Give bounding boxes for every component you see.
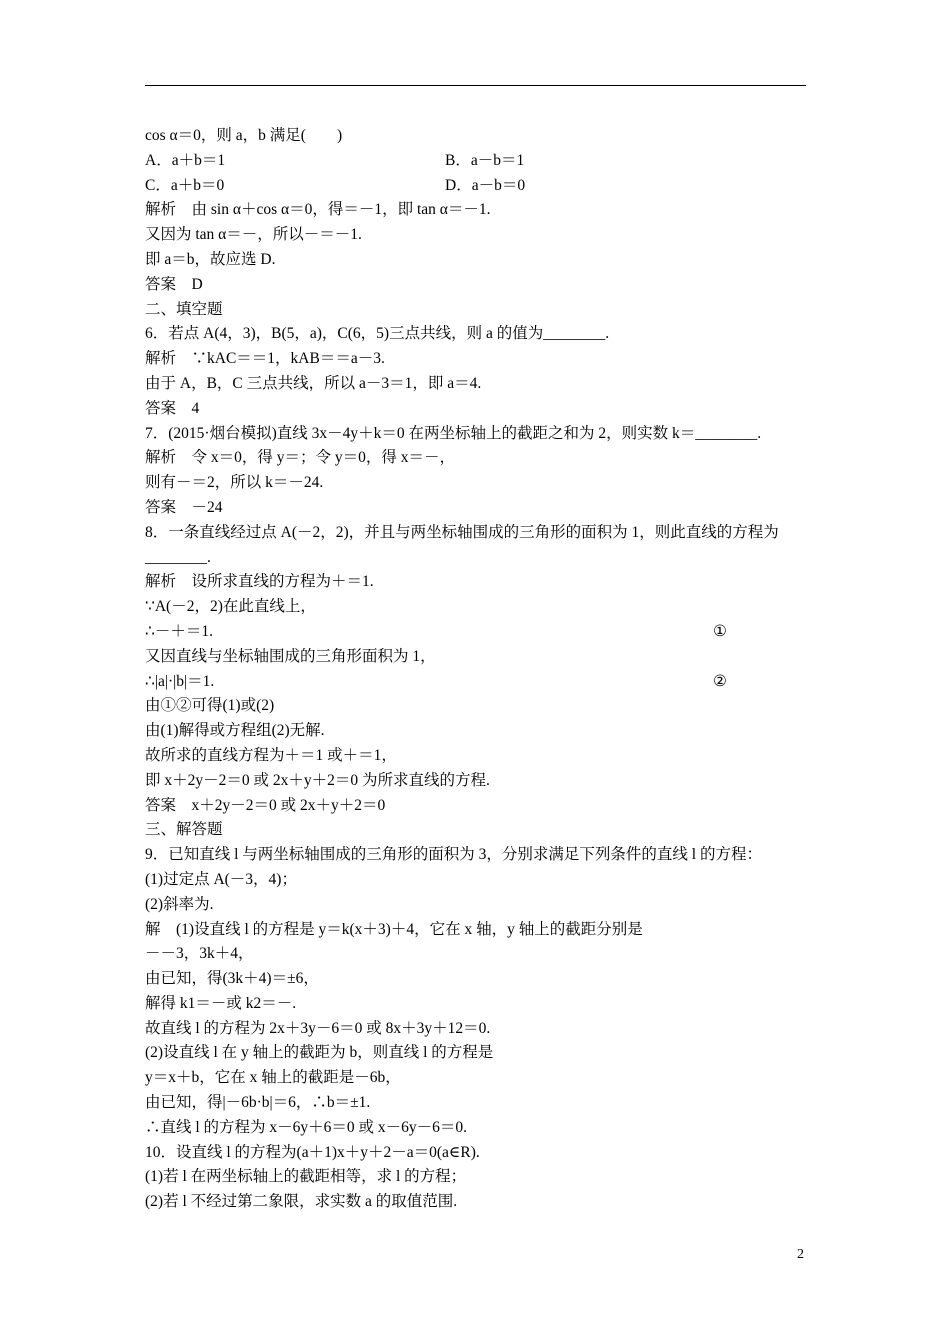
text-line (145, 620, 815, 645)
text-line (145, 273, 815, 298)
text-line (145, 992, 815, 1017)
line-text: 答案 x＋2y－2＝0 或 2x＋y＋2＝0 (145, 796, 386, 814)
text-line (145, 546, 815, 571)
line-text: 即 a＝b，故应选 D. (145, 250, 276, 268)
text-line (145, 1091, 815, 1116)
line-text: A．a＋b＝1 (145, 151, 226, 169)
line-text: 答案 －24 (145, 498, 223, 516)
line-text: cos α＝0，则 a，b 满足( ) (145, 127, 343, 144)
line-text: 由已知，得(3k＋4)＝±6， (145, 970, 319, 988)
line-text: ∴－＋＝1. (145, 622, 213, 640)
line-text: 答案 D (145, 275, 203, 293)
line-text: (1)过定点 A(－3，4)； (145, 870, 297, 888)
text-line (145, 843, 815, 868)
line-text: 故所求的直线方程为＋＝1 或＋＝1， (145, 746, 397, 764)
text-line (145, 595, 815, 620)
line-text: 由(1)解得或方程组(2)无解. (145, 722, 325, 740)
line-text: 7．(2015·烟台模拟)直线 3x－4y＋k＝0 在两坐标轴上的截距之和为 2，则实数 k＝________. (145, 424, 762, 442)
line-text: 解得 k1＝－或 k2＝－. (145, 994, 297, 1012)
header-rule (145, 85, 806, 86)
line-text: 由于 A，B，C 三点共线，所以 a－3＝1，即 a＝4. (145, 374, 482, 392)
text-line (145, 570, 815, 595)
line-text: (2)斜率为. (145, 895, 214, 913)
text-line (145, 1041, 815, 1066)
line-text: 由①②可得(1)或(2) (145, 697, 275, 715)
line-text: (2)若 l 不经过第二象限，求实数 a 的取值范围. (145, 1193, 458, 1211)
text-line (145, 893, 815, 918)
line-text: ________. (145, 548, 211, 566)
option-text: B．a－b＝1 (445, 151, 525, 169)
text-line (145, 298, 815, 323)
text-line (145, 918, 815, 943)
text-line (145, 670, 815, 695)
text-line (145, 1190, 815, 1215)
text-line (145, 794, 815, 819)
text-line (145, 868, 815, 893)
equation-marker: ① (713, 622, 727, 640)
line-text: 又因为 tan α＝－，所以－＝－1. (145, 226, 362, 244)
line-text: ∴|a|·|b|＝1. (145, 672, 215, 690)
text-line (145, 174, 815, 199)
text-line (145, 521, 815, 546)
line-text: 9．已知直线 l 与两坐标轴围成的三角形的面积为 3，分别求满足下列条件的直线 l 的方程： (145, 846, 762, 864)
text-line (145, 347, 815, 372)
text-line (145, 1116, 815, 1141)
text-line (145, 645, 815, 670)
text-line (145, 223, 815, 248)
text-line (145, 1017, 815, 1042)
line-text: 10．设直线 l 的方程为(a＋1)x＋y＋2－a＝0(a∈R). (145, 1143, 480, 1161)
line-text: 解析 设所求直线的方程为＋＝1. (145, 573, 374, 591)
line-text: y＝x＋b，它在 x 轴上的截距是－6b， (145, 1069, 401, 1087)
option-text: D．a－b＝0 (445, 176, 526, 194)
line-text: －－3，3k＋4， (145, 945, 254, 963)
line-text: 8．一条直线经过点 A(－2，2)，并且与两坐标轴围成的三角形的面积为 1，则此直线的方程为 (145, 523, 779, 541)
line-text: 答案 4 (145, 399, 200, 417)
document-body (145, 124, 815, 1215)
line-text: (2)设直线 l 在 y 轴上的截距为 b，则直线 l 的方程是 (145, 1044, 494, 1062)
line-text: 6．若点 A(4，3)，B(5，a)，C(6，5)三点共线，则 a 的值为________. (145, 325, 610, 343)
text-line (145, 124, 815, 149)
line-text: 则有－＝2，所以 k＝－24. (145, 474, 324, 492)
text-line (145, 967, 815, 992)
line-text: 又因直线与坐标轴围成的三角形面积为 1， (145, 647, 436, 665)
text-line (145, 422, 815, 447)
line-text: 解析 由 sin α＋cos α＝0，得＝－1，即 tan α＝－1. (145, 201, 491, 219)
text-line (145, 446, 815, 471)
line-text: 由已知，得|－6b·b|＝6，∴b＝±1. (145, 1094, 371, 1112)
line-text: 二、填空题 (145, 300, 223, 318)
line-text: 即 x＋2y－2＝0 或 2x＋y＋2＝0 为所求直线的方程. (145, 771, 490, 789)
text-line (145, 818, 815, 843)
text-line (145, 1165, 815, 1190)
text-line (145, 942, 815, 967)
line-text: 解 (1)设直线 l 的方程是 y＝k(x＋3)＋4，它在 x 轴，y 轴上的截距分别是 (145, 920, 643, 938)
text-line (145, 719, 815, 744)
text-line (145, 496, 815, 521)
equation-marker: ② (713, 672, 727, 690)
text-line (145, 149, 815, 174)
text-line (145, 1141, 815, 1166)
line-text: 故直线 l 的方程为 2x＋3y－6＝0 或 8x＋3y＋12＝0. (145, 1019, 491, 1037)
text-line (145, 694, 815, 719)
text-line (145, 471, 815, 496)
line-text: 解析 令 x＝0，得 y＝；令 y＝0，得 x＝－， (145, 449, 456, 467)
text-line (145, 198, 815, 223)
text-line (145, 322, 815, 347)
line-text: ∴直线 l 的方程为 x－6y＋6＝0 或 x－6y－6＝0. (145, 1118, 468, 1136)
line-text: (1)若 l 在两坐标轴上的截距相等，求 l 的方程； (145, 1168, 467, 1186)
line-text: 解析 ∵kAC＝＝1，kAB＝＝a－3. (145, 350, 385, 368)
line-text: 三、解答题 (145, 821, 223, 839)
text-line (145, 397, 815, 422)
text-line (145, 1066, 815, 1091)
line-text: ∵A(－2，2)在此直线上， (145, 598, 316, 616)
text-line (145, 372, 815, 397)
text-line (145, 769, 815, 794)
line-text: C．a＋b＝0 (145, 176, 225, 194)
text-line (145, 248, 815, 273)
page-number: 2 (797, 1247, 804, 1262)
text-line (145, 744, 815, 769)
